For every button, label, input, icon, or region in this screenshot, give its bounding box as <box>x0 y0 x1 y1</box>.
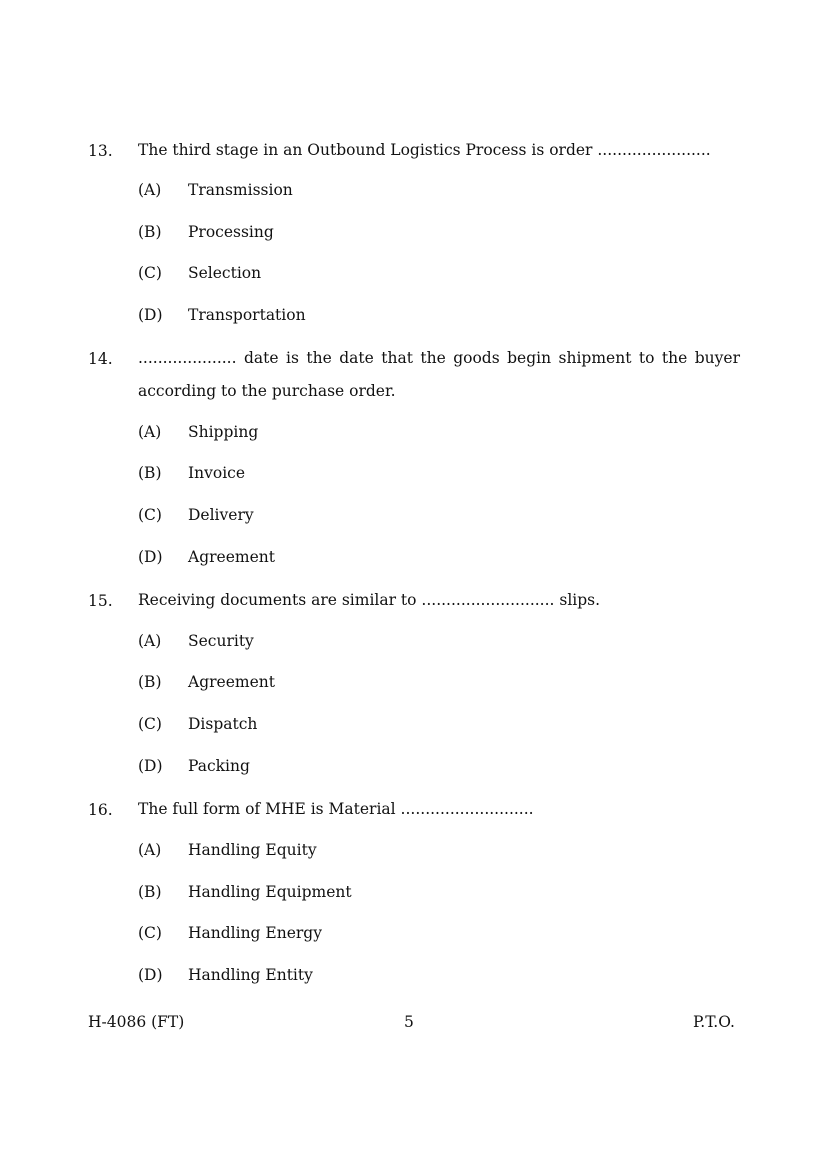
option-letter: (B) <box>138 673 162 691</box>
option-letter: (B) <box>138 464 162 482</box>
option-letter: (A) <box>138 841 162 859</box>
option-text: Invoice <box>188 464 246 482</box>
question-number: 15. <box>88 592 113 610</box>
paper-code: H-4086 (FT) <box>88 1013 185 1031</box>
question-15 <box>88 590 740 617</box>
option-text: Handling Energy <box>188 924 322 942</box>
page-number: 5 <box>404 1013 414 1031</box>
option-text: Selection <box>188 264 262 282</box>
option-text: Agreement <box>188 673 275 691</box>
option-text: Transportation <box>188 306 306 324</box>
question-number: 16. <box>88 801 113 819</box>
question-14 <box>88 348 740 408</box>
option-text: Agreement <box>188 548 275 566</box>
option-text: Handling Equity <box>188 841 317 859</box>
option-letter: (B) <box>138 223 162 241</box>
option-text: Processing <box>188 223 274 241</box>
option-letter: (A) <box>138 632 162 650</box>
option-letter: (C) <box>138 924 162 942</box>
option-text: Security <box>188 632 254 650</box>
option-text: Handling Equipment <box>188 883 352 901</box>
option-text: Delivery <box>188 506 254 524</box>
option-letter: (C) <box>138 506 162 524</box>
option-text: Packing <box>188 757 250 775</box>
option-letter: (A) <box>138 423 162 441</box>
option-text: Shipping <box>188 423 259 441</box>
question-text: Receiving documents are similar to ........................... slips. <box>138 591 601 609</box>
option-letter: (D) <box>138 548 163 566</box>
option-letter: (A) <box>138 181 162 199</box>
option-text: Dispatch <box>188 715 258 733</box>
question-text: The third stage in an Outbound Logistics Process is order ....................... <box>138 141 711 159</box>
question-text: .................... date is the date that the goods begin shipment to the buyer according to the purchase order. <box>138 349 740 400</box>
question-number: 13. <box>88 142 113 160</box>
option-letter: (D) <box>138 966 163 984</box>
question-13 <box>88 140 740 167</box>
option-letter: (D) <box>138 757 163 775</box>
question-number: 14. <box>88 350 113 368</box>
pto-label: P.T.O. <box>693 1013 735 1031</box>
option-text: Transmission <box>188 181 293 199</box>
question-16 <box>88 799 740 826</box>
option-letter: (C) <box>138 264 162 282</box>
option-letter: (D) <box>138 306 163 324</box>
option-text: Handling Entity <box>188 966 313 984</box>
option-letter: (B) <box>138 883 162 901</box>
option-letter: (C) <box>138 715 162 733</box>
question-text: The full form of MHE is Material ........................... <box>138 800 534 818</box>
